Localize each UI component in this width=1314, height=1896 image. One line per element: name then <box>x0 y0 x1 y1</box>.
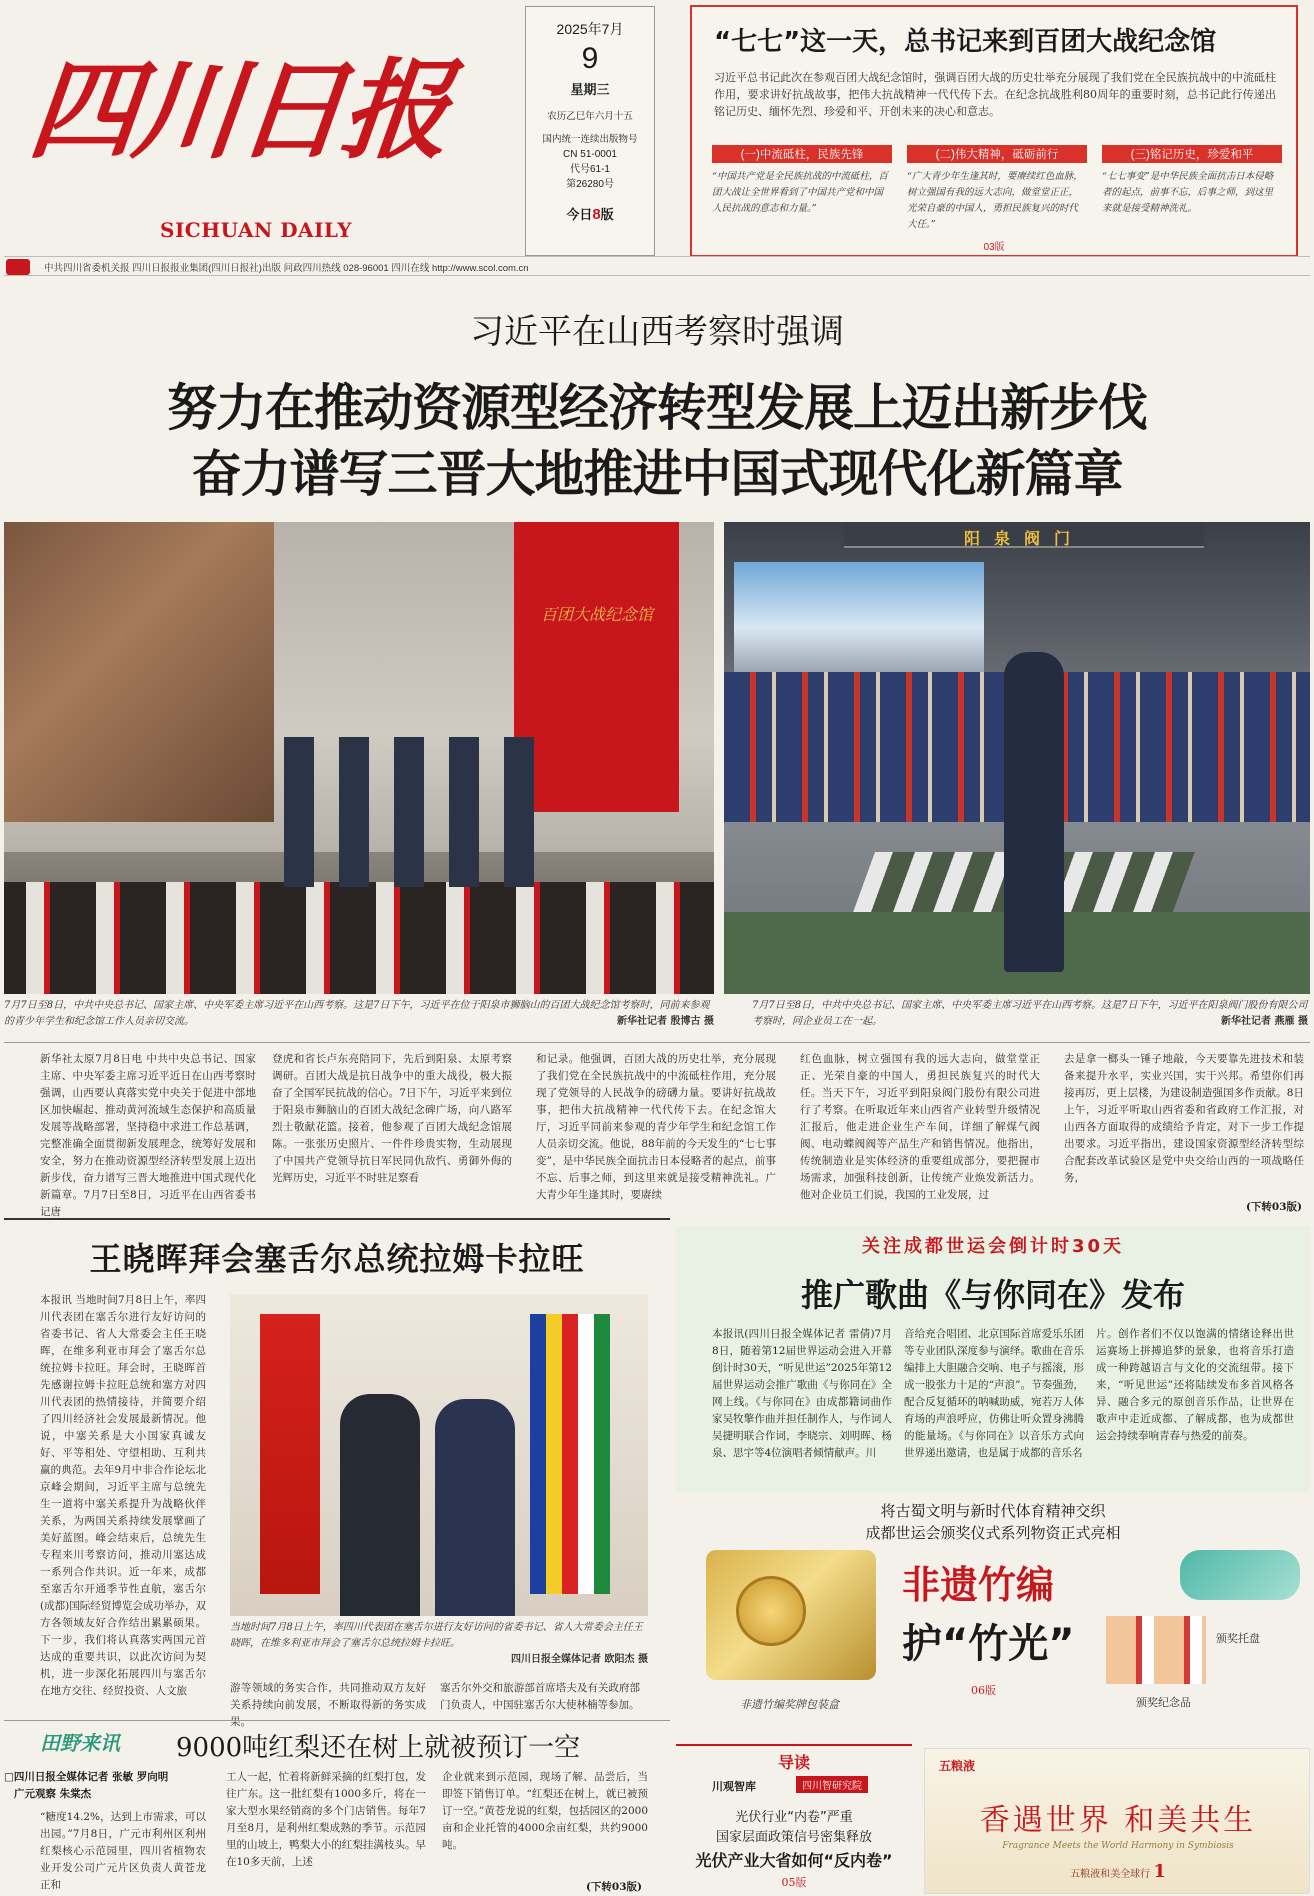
photo1-credit: 新华社记者 殷博古 摄 <box>617 1016 714 1027</box>
publisher-logo-icon <box>6 259 30 275</box>
banner-sign: 百团大战纪念馆 <box>540 605 653 624</box>
main-col-2: 登虎和省长卢东亮陪同下，先后到阳泉、太原考察调研。百团大战是抗日战争中的重大战役，极大振奋了全国军民抗战的信心。7日下午，习近平来到位于阳泉市狮脑山的百团大战纪念碑广场，向八路军烈士敬献花篮。接着，他参观了百团大战纪念馆展陈。一张张历史照片、一件件珍贵实物，生动展现了中国共产党领导抗日军民同仇敌忾、勇御外侮的光辉历史，习近平不时驻足察看 <box>272 1053 512 1184</box>
wang-story <box>4 1218 670 1728</box>
date-day: 9 <box>581 42 599 75</box>
promo-subheadline-1: 将古蜀文明与新时代体育精神交织 <box>880 1502 1106 1520</box>
pages-today: 今日8版 <box>566 206 614 223</box>
masthead-subtitle: SICHUAN DAILY <box>160 218 352 242</box>
farm-col-2: 工人一起，忙着将新鲜采摘的红梨打包，发往广东。这一批红梨有1000多斤，将在一家大型水果经销商的多个门店销售。每年7月至8月，是利州红梨成熟的季节。示范园里的山坡上，鸭梨大小的红梨挂满枝头。早在10多天前，上述 <box>226 1771 426 1868</box>
reg-line-3: 代号61-1 <box>569 164 610 175</box>
section-label: (三)铭记历史，珍爱和平 <box>1102 145 1282 163</box>
students-crowd <box>4 882 714 994</box>
promo-big-2: 护“竹光” <box>902 1621 1075 1667</box>
main-col-5: 去是拿一榔头一锤子地敲，今天要靠先进技术和装备来提升水平，实业兴国，实干兴邦。希望你们再接再厉，更上层楼，为建设制造强国多作贡献。8日上午，习近平听取山西省委和省政府工作汇报，对山西各方面取得的成绩给予肯定，对下一步工作提出要求。习近平指出，建设国家资源型经济转型综合配套改革试验区是党中央交给山西的一项战略任务， <box>1064 1053 1304 1184</box>
info-text: 中共四川省委机关报 四川日报报业集团(四川日报社)出版 问政四川热线 028-96001 四川在线 http://www.scol.com.cn <box>44 263 529 274</box>
section-label: (二)伟大精神，砥砺前行 <box>907 145 1087 163</box>
factory-screen <box>734 562 984 672</box>
promo-page-ref[interactable]: 06版 <box>971 1684 996 1697</box>
guide-page-ref: 05版 <box>781 1876 807 1889</box>
date-box <box>525 6 655 256</box>
section-quote: “中国共产党是全民族抗战的中流砥柱，百团大战让全世界看到了中国共产党和中国人民抗战的意志和力量。” <box>712 171 888 214</box>
tray-image <box>1180 1550 1300 1600</box>
main-turn-page[interactable]: (下转03版) <box>1245 1201 1302 1213</box>
photo-valve-factory[interactable] <box>724 522 1310 994</box>
wang-photo-caption: 当地时间7月8日上午，率四川代表团在塞舌尔进行友好访问的省委书记、省人大常委会主任王晓晖，在维多利亚市拜会了塞舌尔总统拉姆卡拉旺。 四川日报全媒体记者 欧阳杰 摄 <box>230 1620 648 1670</box>
guide-headline: 光伏产业大省如何“反内卷” <box>695 1851 893 1870</box>
top-feature-section-3[interactable] <box>1102 145 1282 217</box>
chengdu-banner: 关注成都世运会倒计时30天 <box>861 1236 1125 1257</box>
main-headline-1[interactable]: 努力在推动资源型经济转型发展上迈出新步伐 <box>167 379 1147 437</box>
masthead <box>0 0 1314 274</box>
photo-memorial-hall[interactable] <box>4 522 714 994</box>
top-feature-page-ref[interactable]: 03版 <box>983 242 1005 253</box>
wang-col-1: 本报讯 当地时间7月8日上午，率四川代表团在塞舌尔进行友好访问的省委书记、省人大常委会主任王晓晖，在维多利亚市拜会了塞舌尔总统拉姆卡拉旺。拜会时，王晓晖首先感谢拉姆卡拉旺总统和塞方对四川代表团的热情接待，并简要介绍了四川经济社会发展最新情况。他说，中塞关系是大小国家真诚友好、平等相处、守望相助、互利共赢的典范。去年9月中非合作论坛北京峰会期间，习近平主席与总统先生一道将中塞关系提升为战略伙伴关系，为两国关系持续发展擘画了美好蓝图。峰会结束后，总统先生专程来川考察访问，推动川塞达成一系列合作共识。近一年来，成都至塞舌尔开通季节性直航，塞舌尔(成都)国际经贸博览会成功举办，双方各领域友好合作结出累累硕果。下一步，我们将认真落实两国元首达成的重要共识，以此次访问为契机，进一步深化拓展四川与塞舌尔在地方交往、经贸投资、人文旅 <box>40 1294 206 1697</box>
top-feature-headline[interactable]: “七七”这一天，总书记来到百团大战纪念馆 <box>714 27 1217 57</box>
promo-area[interactable] <box>676 1546 1310 1726</box>
wang-photo[interactable] <box>230 1294 648 1616</box>
seychelles-flag <box>530 1314 610 1594</box>
farm-headline[interactable]: 9000吨红梨还在树上就被预订一空 <box>176 1733 581 1763</box>
souvenir-image <box>1106 1616 1206 1684</box>
ad-slogan: 香遇世界 和美共生 <box>979 1803 1257 1838</box>
chengdu-col-3: 片。创作者们不仅以饱满的情绪诠释出世运赛场上拼搏追梦的景象，也将音乐打造成一种跨越语言与文化的交流纽带。接下来，“听见世运”还将陆续发布多首风格各异、融合多元的原创音乐作品，让世界在歌声中走近成都、了解成都，也为成都世运会持续奉响青春与热爱的前奏。 <box>1096 1328 1294 1442</box>
date-year-month: 2025年7月 <box>556 21 624 37</box>
main-col-4: 红色血脉，树立强国有我的远大志向，做堂堂正正、光荣自豪的中国人，勇担民族复兴的时代大任。当天下午，习近平到阳泉阀门股份有限公司进行了考察。在听取近年来山西省产业转型升级情况汇报后，他走进企业生产车间，详细了解煤气阀阀、电动蝶阀阀等产品生产和销售情况。他指出，传统制造业是实体经济的重要组成部分，要把握市场需求，加强科技创新，让传统产业焕发新活力。他对企业员工们说，我国的工业发展，过 <box>800 1053 1040 1201</box>
top-feature-sections <box>712 145 1282 241</box>
farm-col-3: 企业就来到示范园，现场了解、品尝后，当即签下销售订单。“红梨还在树上，就已被预订一空。”黄苍龙说的红梨，包括园区的2000亩和企业托管的4000余亩红梨，共约9000吨。 <box>442 1771 648 1851</box>
farm-story <box>4 1720 670 1896</box>
promo-subheadline-2: 成都世运会颁奖仪式系列物资正式亮相 <box>865 1524 1121 1542</box>
china-flag <box>260 1314 320 1594</box>
wang-headline[interactable]: 王晓晖拜会塞舌尔总统拉姆卡拉旺 <box>89 1240 585 1278</box>
promo-big-1: 非遗竹编 <box>902 1563 1055 1607</box>
top-feature-lead: 习近平总书记此次在参观百团大战纪念馆时，强调百团大战的历史壮举充分展现了我们党在全民族抗战中的中流砥柱作用，要求讲好抗战故事，把伟大抗战精神一代代传下去。在纪念抗战胜利80周年的重要时刻，总书记此行传递出铭记历史、缅怀先烈、珍爱和平、开创未来的决心和意志。 <box>714 71 1276 118</box>
reg-line-1: 国内统一连续出版物号 <box>542 134 638 145</box>
date-lunar: 农历乙巳年六月十五 <box>547 111 633 122</box>
farm-byline-1: □四川日报全媒体记者 张敏 罗向明 <box>4 1771 169 1783</box>
main-headline-2[interactable]: 奋力谱写三晋大地推进中国式现代化新篇章 <box>191 445 1123 503</box>
ad-brand: 五粮液 <box>939 1759 976 1773</box>
chengdu-headline[interactable]: 推广歌曲《与你同在》发布 <box>800 1276 1185 1314</box>
factory-sign-text: 阳泉阀门 <box>963 529 1084 548</box>
photo1-caption: 7月7日至8日，中共中央总书记、国家主席、中央军委主席习近平在山西考察。这是7日下午，习近平在位于阳泉市狮脑山的百团大战纪念馆考察时，同前来参观的青少年学生和纪念馆工作人员亲切交流。 新华社记者 殷博古 摄 <box>4 998 714 1034</box>
wang-photo-credit: 四川日报全媒体记者 欧阳杰 摄 <box>511 1654 648 1665</box>
section-label: (一)中流砥柱，民族先锋 <box>712 145 892 163</box>
reg-line-4: 第26280号 <box>566 179 614 190</box>
wang-col-3: 塞舌尔外交和旅游部首席塔夫及有关政府部门负责人，中国驻塞舌尔大使林楠等参加。 <box>440 1682 640 1711</box>
main-kicker: 习近平在山西考察时强调 <box>470 312 844 352</box>
souvenir-label: 颁奖纪念品 <box>1136 1696 1191 1709</box>
chengdu-col-1: 本报讯(四川日报全媒体记者 雷倩)7月8日，随着第12届世界运动会进入开幕倒计时30天，“听见世运”2025年第12届世界运动会推广歌曲《与你同在》全网上线。《与你同在》由成都籍词曲作家吴牧擎作曲并担任制作人，与作词人吴捷明联合作词，李晓宗、刘明晖、杨泉、思宇等4位演唱者倾情献声。川 <box>712 1328 892 1459</box>
person-right <box>435 1399 515 1616</box>
section-quote: “广大青少年生逢其时，要赓续红色血脉，树立强国有我的远大志向，做堂堂正正，光荣自豪的中国人，勇担民族复兴的时代大任。” <box>907 171 1083 230</box>
info-line <box>4 256 1310 276</box>
guide-logo-2: 四川智研究院 <box>796 1776 868 1793</box>
chengdu-col-2: 音给充合唱团、北京国际首席爱乐乐团等专业团队深度参与演绎。歌曲在音乐编排上大胆融合交响、电子与摇滚，形成一股张力十足的“声浪”。节奏强劲，配合反复循环的呐喊助威，宛若万人体育场的声浪呼应，仿佛让听众置身沸腾的能量场。《与你同在》以音乐方式向世界递出邀请，也是属于成都的音乐名 <box>904 1328 1084 1459</box>
medal-icon <box>736 1576 806 1646</box>
leader-figure <box>1004 652 1064 972</box>
relief-wall <box>4 522 274 822</box>
farm-tag: 田野来讯 <box>40 1731 120 1755</box>
main-col-1: 新华社太原7月8日电 中共中央总书记、国家主席、中央军委主席习近平近日在山西考察时强调，山西要认真落实党中央关于促进中部地区加快崛起、推动黄河流域生态保护和高质量发展等战略部署，坚持稳中求进工作总基调，完整准确全面贯彻新发展理念，统筹好发展和安全，努力在推动资源型经济转型发展上迈出新步伐，奋力谱写三晋大地推进中国式现代化新篇章。7月7日至8日，习近平在山西省委书记唐 <box>40 1053 256 1218</box>
guide-box[interactable] <box>676 1744 912 1894</box>
guide-logo-1: 川观智库 <box>712 1780 756 1793</box>
top-feature-box <box>690 5 1298 257</box>
main-story-body <box>4 1042 1310 1218</box>
date-weekday: 星期三 <box>570 82 610 97</box>
farm-col-1: “糖度14.2%，达到上市需求，可以出园。”7月8日，广元市利州区利州红梨核心示范园里，四川省植物农业开发公司广元片区负责人黄苍龙正和 <box>40 1811 206 1891</box>
top-feature-section-1[interactable] <box>712 145 892 217</box>
guide-line-1: 光伏行业“内卷”严重 <box>735 1810 853 1825</box>
tray-label: 颁奖托盘 <box>1216 1632 1260 1645</box>
person-left <box>340 1394 420 1616</box>
masthead-title: 四川日报 <box>23 48 453 174</box>
top-feature-section-2[interactable] <box>907 145 1087 233</box>
guide-line-2: 国家层面政策信号密集释放 <box>715 1830 872 1845</box>
main-col-3: 和记录。他强调，百团大战的历史壮举，充分展现了我们党在全民族抗战中的中流砥柱作用，充分展现了党领导的人民战争的磅礴力量。要讲好抗战故事，把伟大抗战精神一代代传下去。在纪念馆大厅，习近平同前来参观的青少年学生和纪念馆工作人员亲切交流。他说，88年前的今天发生的“七七事变”，是中华民族全面抗击日本侵略者的起点，前事不忘、后事之师，到这里来就是接受精神洗礼。广大青少年生逢其时，要赓续 <box>536 1053 776 1201</box>
ad-sub: Fragrance Meets the World Harmony in Symbiosis <box>1002 1841 1234 1851</box>
farm-byline-2: 广元观察 朱棠杰 <box>14 1788 92 1800</box>
ad-foot: 五粮液和美全球行 1 <box>1070 1861 1166 1882</box>
reg-line-2: CN 51-0001 <box>563 149 617 160</box>
farm-turn-page[interactable]: (下转03版) <box>585 1881 642 1893</box>
officials-group <box>284 737 544 887</box>
medal-box-label: 非遗竹编奖牌包装盒 <box>740 1698 839 1711</box>
section-quote: “七七事变”是中华民族全面抗击日本侵略者的起点，前事不忘，后事之师，到这里来就是接受精神洗礼。 <box>1102 171 1274 214</box>
photo2-caption: 7月7日至8日，中共中央总书记、国家主席、中央军委主席习近平在山西考察。这是7日下午，习近平在阳泉阀门股份有限公司考察时，同企业员工在一起。 新华社记者 燕雁 摄 <box>752 998 1308 1034</box>
wang-col-2: 游等领域的务实合作，共同推动双方友好关系持续向前发展，不断取得新的务实成果。 <box>230 1682 426 1728</box>
wuliangye-ad[interactable] <box>924 1748 1310 1894</box>
photo2-credit: 新华社记者 燕雁 摄 <box>1221 1016 1308 1027</box>
guide-label: 导读 <box>777 1753 810 1772</box>
chengdu-section <box>676 1226 1310 1492</box>
